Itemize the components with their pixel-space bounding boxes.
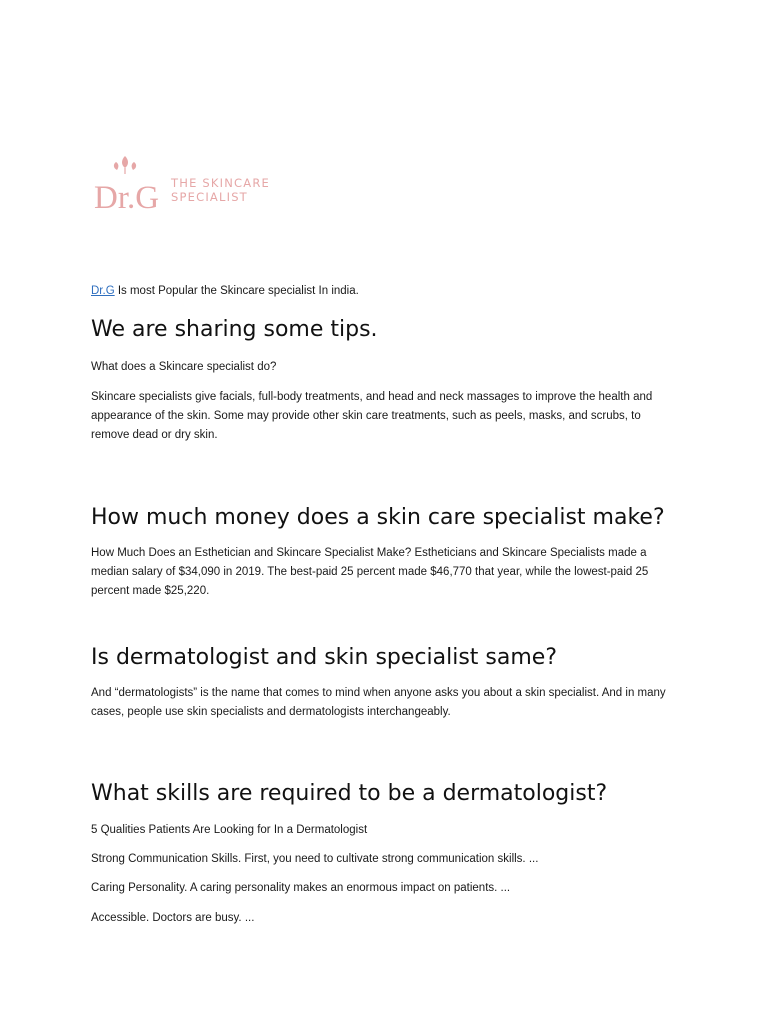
leaf-icon (122, 156, 128, 168)
section-skills-subheading (91, 821, 681, 840)
dr-g-logo (94, 150, 294, 216)
logo-tagline-line1: THE SKINCARE (171, 176, 270, 190)
section-heading: We are sharing some tips. (91, 317, 378, 342)
list-item: Strong Communication Skills. First, you need to cultivate strong communication skills. ... (91, 853, 539, 865)
section-salary-body (91, 544, 681, 601)
section-dermatologist-body (91, 684, 681, 722)
section-heading: Is dermatologist and skin specialist same? (91, 645, 558, 670)
dr-g-logo-mark (94, 150, 174, 216)
section-salary (91, 504, 681, 532)
intro-text: Is most Popular the Skincare specialist In india. (114, 285, 359, 297)
section-heading: How much money does a skin care specialist make? (91, 505, 665, 530)
skills-item (91, 850, 681, 869)
section-skills (91, 780, 681, 808)
skills-item (91, 909, 681, 928)
list-item: Caring Personality. A caring personality makes an enormous impact on patients. ... (91, 882, 511, 894)
leaf-icon (114, 162, 119, 170)
section-body: Skincare specialists give facials, full-body treatments, and head and neck massages to improve the health and appearance of the skin. Some may provide other skin care treatments, such as peels, masks, and scrubs, to remove dead or dry skin. (91, 391, 653, 441)
section-heading: What skills are required to be a dermatologist? (91, 781, 608, 806)
section-subheading: 5 Qualities Patients Are Looking for In a Dermatologist (91, 824, 368, 836)
section-tips-subheading (91, 358, 681, 377)
section-tips (91, 316, 681, 344)
logo-tagline-line2: SPECIALIST (171, 190, 248, 204)
intro-line (91, 282, 681, 301)
dr-g-link[interactable]: Dr.G (91, 285, 115, 297)
section-subheading: What does a Skincare specialist do? (91, 361, 277, 373)
logo-brand-text: Dr.G (94, 180, 160, 216)
leaf-icon (132, 162, 137, 170)
section-body: And “dermatologists” is the name that comes to mind when anyone asks you about a skin specialist. And in many cases, people use skin specialists and dermatologists interchangeably. (91, 687, 666, 718)
section-tips-body (91, 388, 681, 445)
section-dermatologist (91, 644, 681, 672)
list-item: Accessible. Doctors are busy. ... (91, 912, 255, 924)
section-body: How Much Does an Esthetician and Skincare Specialist Make? Estheticians and Skincare Specialists made a median salary of $34,090 in 2019. The best-paid 25 percent made $46,770 that year, while the lowest-paid 25 percent made $25,220. (91, 547, 649, 597)
skills-item (91, 879, 681, 898)
logo-tagline (171, 176, 270, 204)
